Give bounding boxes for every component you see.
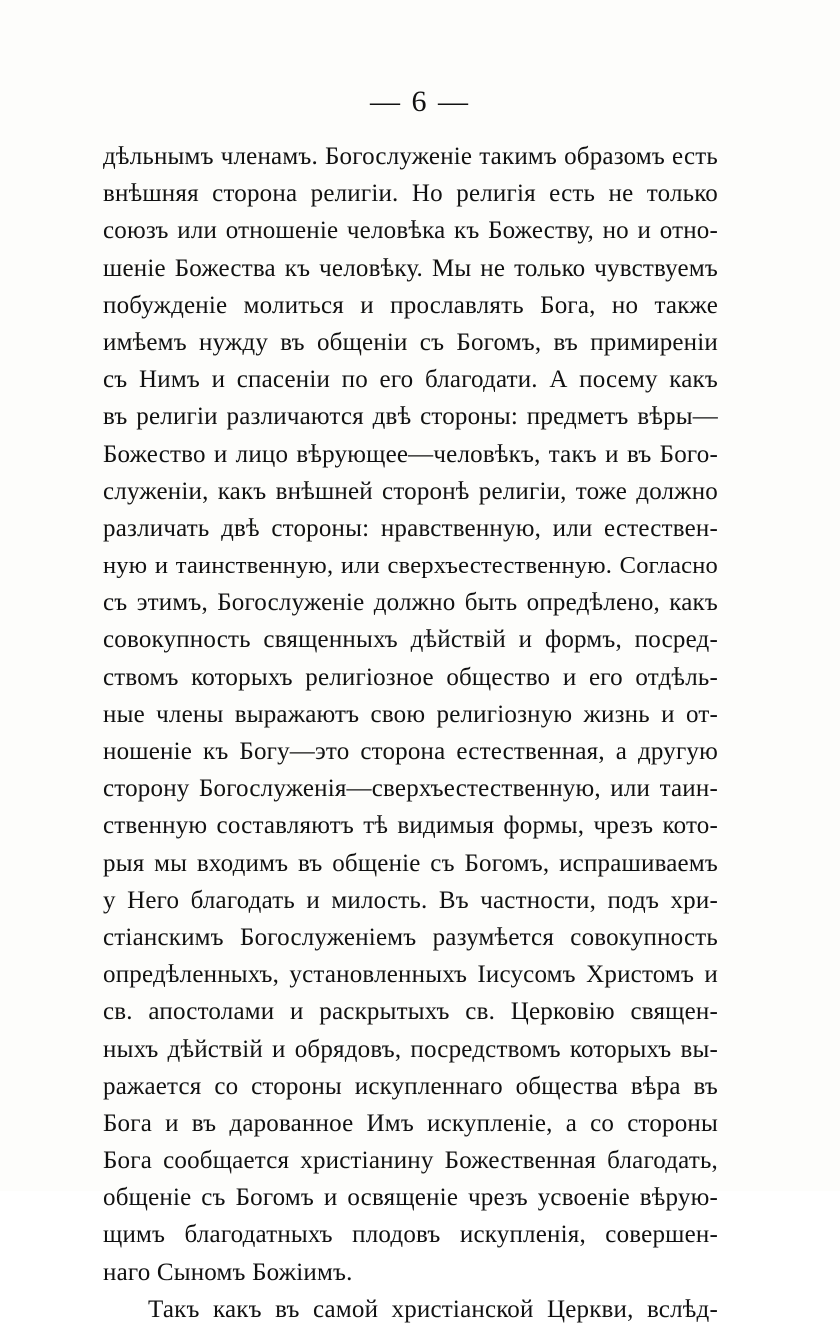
page-number: — 6 —	[370, 85, 470, 118]
text-line: щимъ благодатныхъ плодовъ искупленія, совершен-	[103, 1221, 718, 1249]
text-line: ные члены выражаютъ свою религіозную жизнь и от-	[103, 700, 718, 728]
text-line: совокупность священныхъ дѣйствій и формъ, посред-	[103, 626, 718, 654]
text-line: ную и таинственную, или сверхъестественную. Согласно	[103, 552, 718, 580]
text-line: съ этимъ, Богослуженіе должно быть опредѣлено, какъ	[103, 589, 718, 617]
text-line: опредѣленныхъ, установленныхъ Іисусомъ Христомъ и	[103, 961, 718, 989]
text-line: ныхъ дѣйствій и обрядовъ, посредствомъ которыхъ вы-	[103, 1035, 718, 1063]
text-line: ственную составляютъ тѣ видимыя формы, чрезъ кото-	[103, 812, 718, 840]
text-line: общеніе съ Богомъ и освященіе чрезъ усвоеніе вѣрую-	[103, 1184, 718, 1212]
text-line: въ религіи различаются двѣ стороны: предметъ вѣры—	[103, 403, 718, 431]
text-line: у Него благодать и милость. Въ частности, подъ хри-	[103, 886, 718, 914]
text-line: ражается со стороны искупленнаго общества вѣра въ	[103, 1072, 718, 1100]
text-line: съ Нимъ и спасеніи по его благодати. А посему какъ	[103, 366, 718, 394]
text-line: различать двѣ стороны: нравственную, или естествен-	[103, 514, 718, 542]
text-line: сторону Богослуженія—сверхъестественную, или таин-	[103, 775, 718, 803]
text-line: имѣемъ нужду въ общеніи съ Богомъ, въ примиреніи	[103, 328, 718, 356]
text-line-paragraph-end: наго Сыномъ Божіимъ.	[103, 1258, 353, 1286]
text-line: Бога сообщается христіанину Божественная благодать,	[103, 1147, 718, 1175]
text-line: ношеніе къ Богу—это сторона естественная, а другую	[103, 738, 718, 765]
text-line: побужденіе молиться и прославлять Бога, но также	[103, 291, 718, 319]
text-line: стіанскимъ Богослуженіемъ разумѣется совокупность	[103, 923, 718, 951]
text-line: служеніи, какъ внѣшней сторонѣ религіи, тоже должно	[103, 477, 718, 505]
text-line: ствомъ которыхъ религіозное общество и его отдѣль-	[103, 663, 718, 691]
text-line-paragraph-start: Такъ какъ въ самой христіанской Церкви, вслѣд-	[148, 1295, 718, 1323]
text-line: св. апостолами и раскрытыхъ св. Церковію священ-	[103, 998, 718, 1026]
text-line: шеніе Божества къ человѣку. Мы не только чувствуемъ	[103, 254, 718, 282]
body-text	[103, 138, 718, 1328]
text-line: Божество и лицо вѣрующее—человѣкъ, такъ и въ Бого-	[103, 440, 718, 468]
text-line: союзъ или отношеніе человѣка къ Божеству, но и отно-	[103, 217, 718, 245]
text-line: рыя мы входимъ въ общеніе съ Богомъ, испрашиваемъ	[103, 849, 718, 877]
text-line: дѣльнымъ членамъ. Богослуженіе такимъ образомъ есть	[103, 143, 718, 170]
text-line: Бога и въ дарованное Имъ искупленіе, а со стороны	[103, 1109, 718, 1137]
text-line: внѣшняя сторона религіи. Но религія есть не только	[103, 180, 718, 208]
